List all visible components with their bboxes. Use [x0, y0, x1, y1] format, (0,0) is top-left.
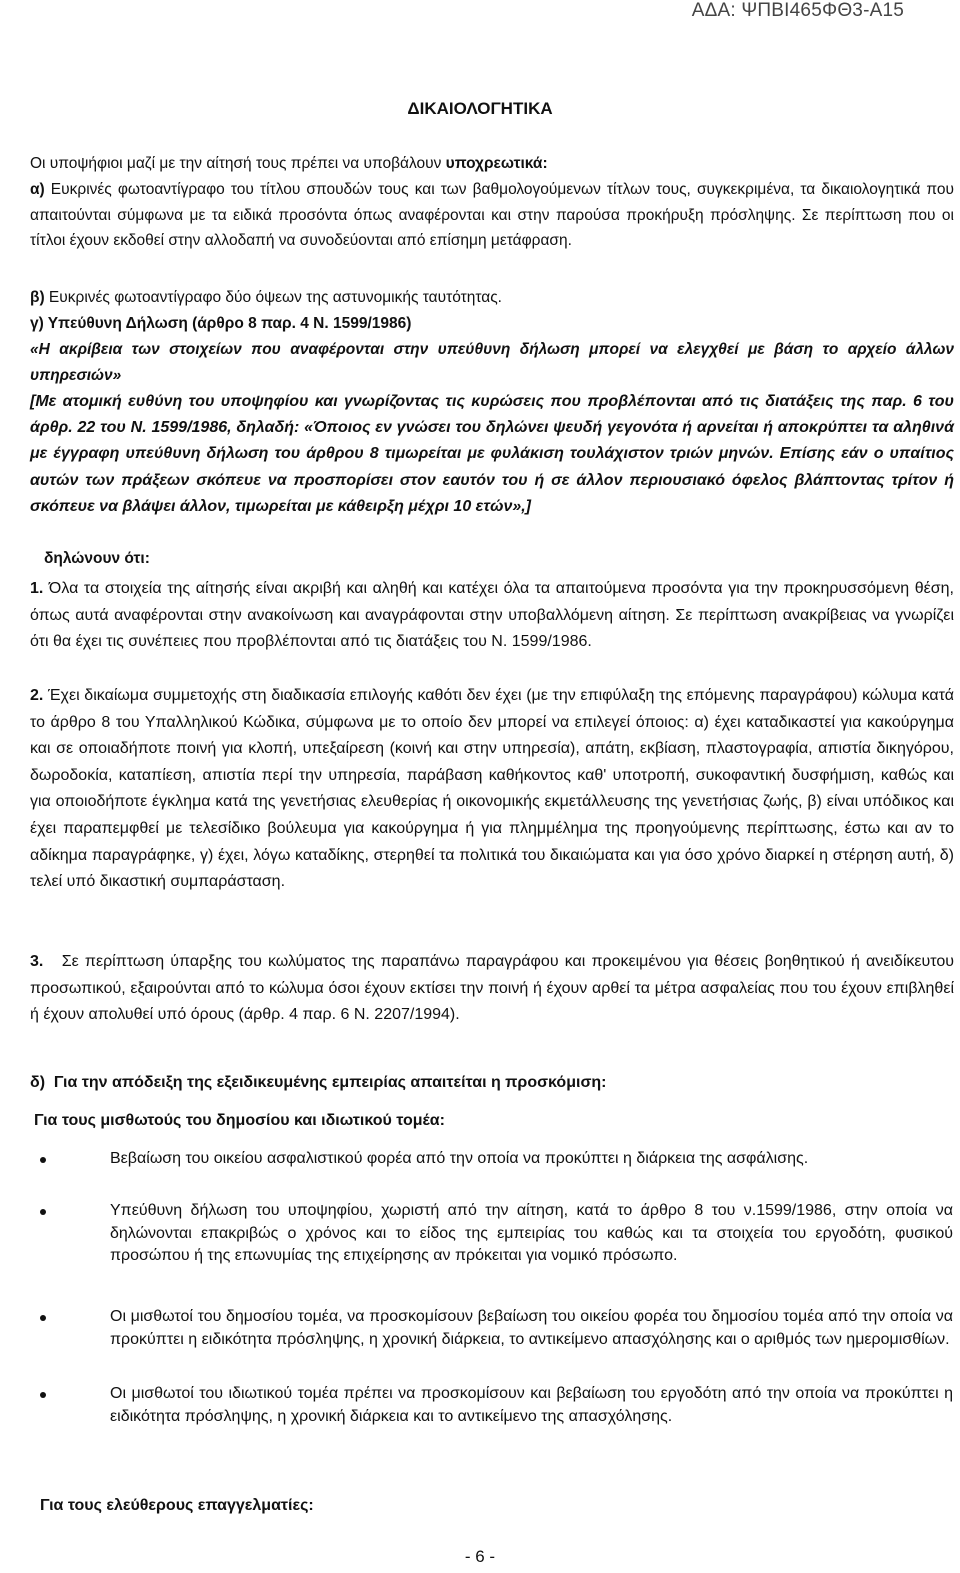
item-b-label: β): [30, 289, 45, 306]
intro-paragraph: [30, 151, 954, 177]
item-d: δ) Για την απόδειξη της εξειδικευμένης εμπειρίας απαιτείται η προσκόμιση:: [30, 1074, 607, 1091]
bullet-text: Οι μισθωτοί του ιδιωτικού τομέα πρέπει να προσκομίσουν και βεβαίωση του εργοδότη από την οποία να προκύπτει η ειδικότητα πρόσληψης, η χρονική διάρκεια και το αντικείμενο της απασχόλησης.: [110, 1385, 953, 1425]
employees-heading: Για τους μισθωτούς του δημοσίου και ιδιωτικού τομέα:: [34, 1112, 445, 1129]
item-b-text: Ευκρινές φωτοαντίγραφο δύο όψεων της αστυνομικής ταυτότητας.: [44, 289, 502, 306]
point-2-text: Έχει δικαίωμα συμμετοχής στη διαδικασία επιλογής καθότι δεν έχει (με την επιφύλαξη της επόμενης παραγράφου) κώλυμα κατά το άρθρο 8 του Υπαλληλικού Κώδικα, σύμφωνα με το οποίο δεν μπορεί να επιλεγεί όποιος: α) έχει καταδικαστεί για κακούργημα και σε οποιαδήποτε ποινή για κλοπή, υπεξαίρεση (κοινή και στην υπηρεσία), απάτη, εκβίαση, πλαστογραφία, απιστία δικηγόρου, δωροδοκία, καταπίεση, απιστία περί την υπηρεσία, παράβαση καθήκοντος καθ' υποτροπή, συκοφαντική δυσφήμιση, καθώς και για οποιοδήποτε έγκλημα κατά της γενετήσιας ελευθερίας ή οικονομικής εκμετάλλευσης της γενετήσιας ζωής, β) είναι υπόδικος και έχει παραπεμφθεί με τελεσίδικο βούλευμα για κακούργημα ή για πλημμέλημα της προηγούμενης περίπτωσης, έστω και αν το αδίκημα παραγράφηκε, γ) έχει, λόγω καταδίκης, στερηθεί τα πολιτικά του δικαιώματα και για όσο χρόνο διαρκεί η στέρηση αυτή, δ) τελεί υπό δικαστική συμπαράσταση.: [30, 687, 954, 891]
item-a-label: α): [30, 181, 45, 198]
bullet-dot-icon: [40, 1315, 46, 1321]
point-2-number: 2.: [30, 687, 44, 704]
bullet-text: Βεβαίωση του οικείου ασφαλιστικού φορέα από την οποία να προκύπτει η διάρκεια της ασφάλισης.: [110, 1150, 809, 1167]
point-2: [30, 683, 954, 896]
item-a: [30, 177, 954, 254]
point-3: [30, 949, 959, 1029]
bullet-dot-icon: [40, 1209, 46, 1215]
bullet-text: Οι μισθωτοί του δημοσίου τομέα, να προσκομίσουν βεβαίωση του οικείου φορέα του δημοσίου τομέα από την οποία να προκύπτει η ειδικότητα πρόσληψης, η χρονική διάρκεια, το αντικείμενο απασχόλησης και ο αριθμός των ημερομισθίων.: [110, 1308, 953, 1348]
page-title: ΔΙΚΑΙΟΛΟΓΗΤΙΚΑ: [407, 99, 553, 118]
point-3-text: Σε περίπτωση ύπαρξης του κωλύματος της παραπάνω παραγράφου και προκειμένου για θέσεις βοηθητικού ή ανειδίκευτου προσωπικού, εξαιρούνται από το κώλυμα όσοι έχουν εκτίσει την ποινή ή έχουν αρθεί τα μέτρα ασφαλείας που του έχουν επιβληθεί ή έχουν απολυθεί υπό όρους (άρθρ. 4 παρ. 6 Ν. 2207/1994).: [30, 953, 959, 1024]
freelancers-heading: Για τους ελεύθερους επαγγελματίες:: [40, 1497, 314, 1514]
point-3-number: 3.: [30, 953, 44, 970]
declaration-paragraph: [Με ατομική ευθύνη του υποψηφίου και γνωρίζοντας τις κυρώσεις που προβλέπονται από τις διατάξεις της παρ. 6 του άρθρ. 22 του Ν. 1599/1986, δηλαδή: «Όποιος εν γνώσει του δηλώνει ψευδή γεγονότα ή αρνείται ή αποκρύπτει τα αληθινά με έγγραφη υπεύθυνη δήλωση του άρθρου 8 τιμωρείται με φυλάκιση τουλάχιστον τριών μηνών. Επίσης εάν ο υπαίτιος αυτών των πράξεων σκόπευε να προσπορίσει στον εαυτόν του ή σε άλλον περιουσιακό όφελος βλάπτοντας τρίτον ή σκόπευε να βλάψει άλλον, τιμωρείται με κάθειρξη μέχρι 10 ετών»,]: [30, 393, 954, 515]
bullet-dot-icon: [40, 1157, 46, 1163]
point-1: [30, 576, 954, 656]
point-1-text: Όλα τα στοιχεία της αίτησής είναι ακριβή και αληθή και κατέχει όλα τα απαιτούμενα προσόντα για την προκηρυσσόμενη θέση, όπως αυτά αναφέρονται στην ανακοίνωση και αναγράφονται στην υποβαλλόμενη αίτηση. Σε περίπτωση ανακρίβειας να γνωρίζει ότι θα έχει τις συνέπειες που προβλέπονται από τις διατάξεις του Ν. 1599/1986.: [30, 580, 954, 651]
bullet-text: Υπεύθυνη δήλωση του υποψηφίου, χωριστή από την αίτηση, κατά το άρθρο 8 του ν.1599/1986, στην οποία να δηλώνονται επακριβώς ο χρόνος και το είδος της εμπειρίας του καθώς και τα στοιχεία του εργοδότη, φυσικού προσώπου ή της επωνυμίας της επιχείρησης αν πρόκειται για νομικό πρόσωπο.: [110, 1202, 953, 1264]
ada-code: ΑΔΑ: ΨΠΒΙ465ΦΘ3-Α15: [691, 0, 904, 21]
item-b: [30, 285, 954, 311]
bullet-dot-icon: [40, 1392, 46, 1398]
intro-text: Οι υποψήφιοι μαζί με την αίτησή τους πρέπει να υποβάλουν: [30, 155, 446, 172]
declare-label: δηλώνουν ότι:: [44, 550, 150, 567]
item-a-text: Ευκρινές φωτοαντίγραφο του τίτλου σπουδών τους και των βαθμολογούμενων τίτλων τους, συγκεκριμένα, τα δικαιολογητικά που απαιτούνται σύμφωνα με τα ειδικά προσόντα όπως αναφέρονται και στην παρούσα προκήρυξη πρόσληψης. Σε περίπτωση που οι τίτλοι έχουν εκδοθεί στην αλλοδαπή να συνοδεύονται από επίσημη μετάφραση.: [30, 181, 954, 250]
intro-bold: υποχρεωτικά:: [445, 155, 548, 172]
point-1-number: 1.: [30, 580, 44, 597]
quote-paragraph: «Η ακρίβεια των στοιχείων που αναφέρονται στην υπεύθυνη δήλωση μπορεί να ελεγχθεί με βάση το αρχείο άλλων υπηρεσιών»: [30, 341, 954, 384]
item-g: γ) Υπεύθυνη Δήλωση (άρθρο 8 παρ. 4 Ν. 1599/1986): [30, 315, 412, 332]
page-number: - 6 -: [464, 1547, 496, 1566]
